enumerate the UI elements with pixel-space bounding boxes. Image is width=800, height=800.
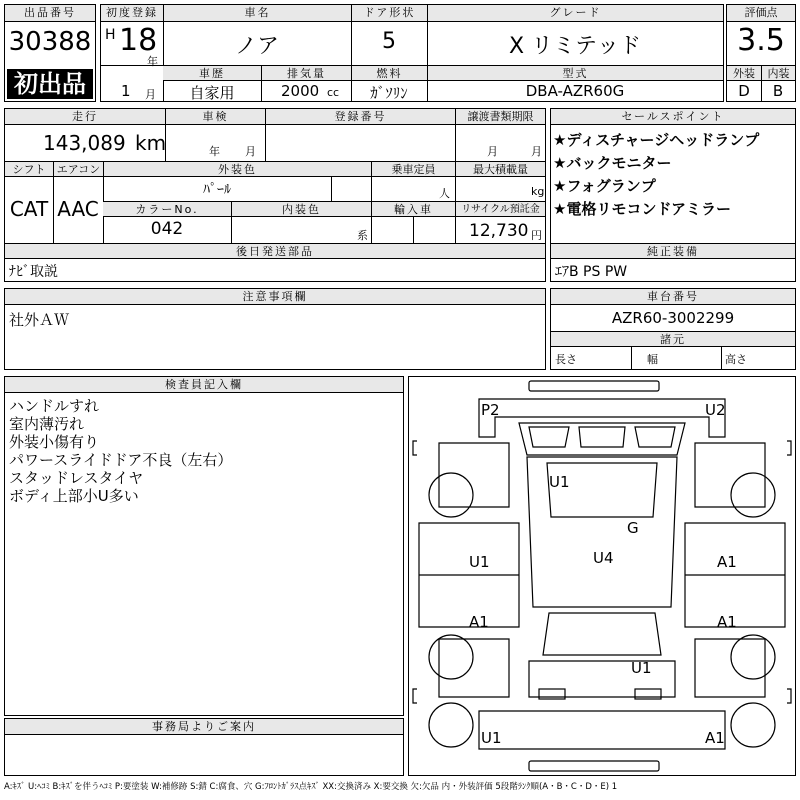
color-label: 外装色 [103,161,371,177]
caution-text: 社外ＡＷ [9,311,70,329]
top-info-table [100,4,724,102]
history-label: 車歴 [163,65,261,81]
door-label: ドア形状 [351,5,427,22]
damage-mark: U1 [469,553,490,571]
office-label: 事務局よりご案内 [5,719,403,735]
vehicle-details-table [4,108,546,282]
int-score-label: 内装 [761,65,795,81]
legend-text: A:ｷｽﾞ U:ﾍｺﾐ B:ｷｽﾞを伴うﾍｺﾐ P:要塗装 W:補修跡 S:錆 C:腐食、穴 G:ﾌﾛﾝﾄｶﾞﾗｽ点ｷｽﾞ XX:交換済み X:要交換 欠:欠品 内・外装評価 5段階ﾗﾝｸ順(A・B・C・D・E) 1 [4,782,618,792]
recycle-label: リサイクル預託金 [455,201,545,217]
caution-box [4,288,546,370]
person-unit: 人 [439,187,450,200]
chassis-box [550,288,796,370]
color-no-label: カラーNo. [103,201,231,217]
car-name-label: 車名 [163,5,351,22]
lot-number: 30388 [8,27,92,57]
chassis-number: AZR60-3002299 [611,309,735,327]
reg-year: 18 [119,23,158,58]
later-label: 後日発送部品 [5,243,545,259]
interior-color-label: 内装色 [231,201,371,217]
damage-mark: A1 [705,729,725,747]
first-listing-badge: 初出品 [7,69,93,99]
model-label: 型式 [427,65,723,81]
car-name: ノア [234,34,279,59]
inspection-label: 車検 [165,109,265,125]
displacement: 2000 [281,82,320,100]
inspector-line: スタッドレスタイヤ [9,469,144,487]
fuel-label: 燃料 [351,65,427,81]
later-parts: ﾅﾋﾞ取説 [9,264,58,280]
inspector-line: ボディ上部小U多い [9,487,139,505]
lot-number-cell [4,4,96,102]
inspector-label: 検査員記入欄 [5,377,403,393]
grade: X リミテッド [508,34,642,59]
sales-points-label: セールスポイント [551,109,795,125]
inspection-month-unit: 月 [245,145,256,158]
ac: AAC [57,197,99,221]
capacity-label: 乗車定員 [371,161,455,177]
year-unit: 年 [147,55,158,68]
plate-label: 登録番号 [265,109,455,125]
reg-month: 1 [121,82,131,100]
damage-mark: A1 [717,553,737,571]
ext-score: D [738,82,750,100]
damage-mark: A1 [717,613,737,631]
chassis-label: 車台番号 [551,289,795,305]
damage-mark: U1 [481,729,502,747]
length-label: 長さ [555,353,577,366]
shift-label: シフト [5,161,53,177]
lot-number-label: 出品番号 [5,5,95,22]
grade-label: グレード [427,5,723,22]
color: ﾊﾟｰﾙ [203,182,231,198]
kg-unit: kg [531,185,545,198]
mileage: 143,089 [43,131,126,155]
doors: 5 [382,29,396,54]
inspector-box [4,376,404,716]
km-unit: km [135,131,167,155]
damage-mark: U1 [631,659,652,677]
office-box [4,718,404,776]
load-label: 最大積載量 [455,161,545,177]
yen-unit: 円 [531,229,542,242]
inspection-year-unit: 年 [209,145,220,158]
ac-label: エアコン [53,161,103,177]
transfer-month-unit: 月 [487,145,498,158]
model: DBA-AZR60G [525,82,625,100]
inspector-line: ハンドルすれ [9,397,100,415]
int-score: B [772,82,784,100]
damage-mark: P2 [481,401,500,419]
damage-mark: U4 [593,549,614,567]
cc-unit: cc [327,86,340,99]
damage-mark: U2 [705,401,726,419]
transfer-label: 譲渡書類期限 [455,109,545,125]
inspector-line: パワースライドドア不良（左右） [9,451,233,469]
mileage-label: 走行 [5,109,165,125]
sales-point: ★電格リモコンドアミラー [553,200,731,218]
transfer-day-unit: 月 [531,145,542,158]
score-label: 評価点 [727,5,795,22]
month-unit: 月 [145,88,156,101]
ext-score-label: 外装 [727,65,761,81]
caution-label: 注意事項欄 [5,289,545,305]
height-label: 高さ [725,353,747,366]
equip-label: 純正装備 [551,243,795,259]
inspector-line: 室内薄汚れ [9,415,85,433]
score-cell [726,4,796,102]
fuel: ｶﾞｿﾘﾝ [370,84,408,102]
sales-points [550,108,796,282]
sales-point: ★ディスチャージヘッドランプ [553,131,760,149]
inspector-line: 外装小傷有り [9,433,100,451]
spec-label: 諸元 [551,331,795,347]
sales-point: ★フォグランプ [553,177,656,195]
recycle-amount: 12,730 [469,221,529,241]
shift: CAT [9,197,49,221]
equipment: ｴｱB PS PW [555,264,628,280]
damage-mark: G [627,519,639,537]
displacement-label: 排気量 [261,65,351,81]
sales-point: ★バックモニター [553,154,672,172]
car-outline-diagram [409,377,795,775]
era: H [105,27,116,43]
score: 3.5 [737,23,785,58]
color-no: 042 [150,219,184,239]
import-label: 輸入車 [371,201,455,217]
series-unit: 系 [357,229,368,242]
reg-label: 初度登録 [101,5,163,22]
history: 自家用 [189,84,235,102]
damage-mark: A1 [469,613,489,631]
width-label: 幅 [647,353,658,366]
damage-diagram [408,376,796,776]
damage-mark: U1 [549,473,570,491]
